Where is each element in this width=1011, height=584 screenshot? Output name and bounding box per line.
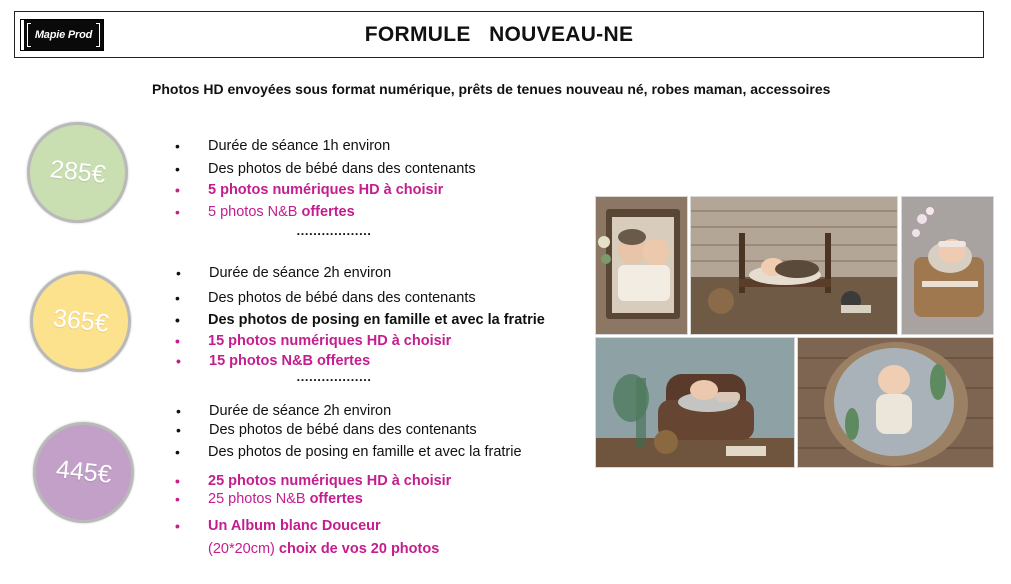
bullet-icon: • — [176, 403, 181, 419]
package-2-item-bw-photos: • 15 photos N&B offertes — [176, 353, 371, 369]
bullet-icon: • — [175, 182, 180, 198]
bullet-icon: • — [175, 491, 180, 507]
package-1-item-hd-photos: • 5 photos numériques HD à choisir — [175, 182, 444, 198]
newborn-photo-armchair — [595, 337, 795, 468]
package-3-item-album-details: (20*20cm) choix de vos 20 photos — [208, 541, 440, 557]
page-title: FORMULE NOUVEAU-NE — [364, 23, 634, 46]
price-label: 365€ — [51, 304, 110, 338]
newborn-photo-twins — [595, 196, 688, 335]
newborn-photo-bed — [690, 196, 898, 335]
package-1-item-bw-photos: • 5 photos N&B offertes — [175, 204, 355, 220]
bullet-icon: • — [175, 518, 180, 534]
package-2-item-family-posing: • Des photos de posing en famille et avec la fratrie — [175, 312, 545, 328]
newborn-photo-basket — [901, 196, 994, 335]
separator-dots: ……………… — [296, 369, 371, 384]
subtitle: Photos HD envoyées sous format numérique, prêts de tenues nouveau né, robes maman, accessoires — [152, 81, 831, 97]
price-label: 285€ — [48, 155, 107, 189]
package-2-item-containers: • Des photos de bébé dans des contenants — [175, 290, 476, 306]
bullet-icon: • — [175, 312, 180, 328]
newborn-photo-wreath — [797, 337, 994, 468]
package-2-item-hd-photos: • 15 photos numériques HD à choisir — [175, 333, 452, 349]
bullet-icon: • — [175, 204, 180, 220]
price-circle-365 — [30, 271, 131, 372]
bullet-icon: • — [175, 161, 180, 177]
bullet-icon: • — [175, 333, 180, 349]
package-3-item-family-posing: • Des photos de posing en famille et avec la fratrie — [175, 444, 522, 460]
price-label: 445€ — [54, 455, 113, 489]
price-circle-445 — [33, 422, 134, 523]
package-3-item-album: • Un Album blanc Douceur — [175, 518, 381, 534]
package-1-item-duration: • Durée de séance 1h environ — [175, 138, 391, 154]
logo-text: Mapie Prod — [34, 29, 93, 41]
bullet-icon: • — [175, 444, 180, 460]
package-2-item-duration: • Durée de séance 2h environ — [176, 265, 392, 281]
bullet-icon: • — [175, 290, 180, 306]
bullet-icon: • — [176, 353, 181, 369]
bullet-icon: • — [175, 138, 180, 154]
package-1-item-containers: • Des photos de bébé dans des contenants — [175, 161, 476, 177]
bullet-icon: • — [176, 265, 181, 281]
separator-dots: ……………… — [296, 223, 371, 238]
package-3-item-bw-photos: • 25 photos N&B offertes — [175, 491, 363, 507]
bullet-icon: • — [175, 473, 180, 489]
header-box — [14, 11, 984, 58]
price-circle-285 — [27, 122, 128, 223]
package-3-item-duration: • Durée de séance 2h environ — [176, 403, 392, 419]
package-3-item-containers: • Des photos de bébé dans des contenants — [176, 422, 477, 438]
bullet-icon: • — [176, 422, 181, 438]
package-3-item-hd-photos: • 25 photos numériques HD à choisir — [175, 473, 452, 489]
